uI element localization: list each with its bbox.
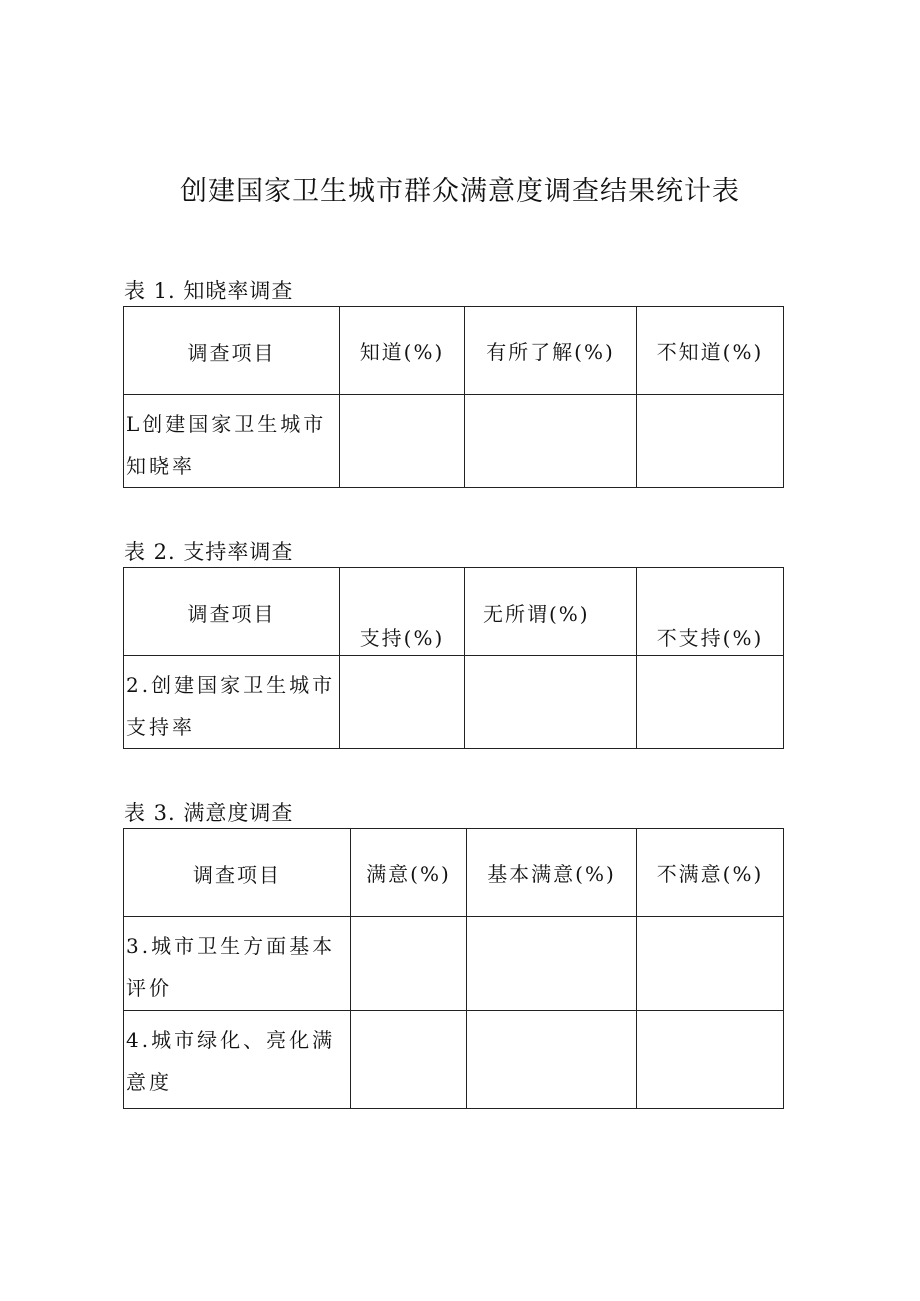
table-row — [124, 395, 784, 488]
header-dont-know: 不知道(%) — [637, 307, 784, 395]
header-not-support: 不支持(%) — [637, 568, 784, 656]
table-1-awareness — [123, 306, 784, 488]
value-cell[interactable] — [465, 656, 637, 749]
value-cell[interactable] — [351, 1011, 467, 1109]
value-cell[interactable] — [637, 917, 784, 1011]
table-3-satisfaction — [123, 828, 784, 1109]
header-survey-item: 调查项目 — [124, 829, 351, 917]
table-1-header-row — [124, 307, 784, 395]
row-item-label: L创建国家卫生城市知晓率 — [124, 395, 340, 488]
table-2-header-row — [124, 568, 784, 656]
header-basically-satisfied: 基本满意(%) — [467, 829, 637, 917]
row-item-label: 2.创建国家卫生城市支持率 — [124, 656, 340, 749]
table-row — [124, 917, 784, 1011]
header-somewhat-know: 有所了解(%) — [465, 307, 637, 395]
value-cell[interactable] — [351, 917, 467, 1011]
table-row — [124, 656, 784, 749]
row-item-label: 3.城市卫生方面基本评价 — [124, 917, 351, 1011]
header-support: 支持(%) — [340, 568, 465, 656]
header-survey-item: 调查项目 — [124, 568, 340, 656]
value-cell[interactable] — [637, 395, 784, 488]
header-survey-item: 调查项目 — [124, 307, 340, 395]
table-3-caption: 表 3. 满意度调查 — [124, 801, 294, 825]
header-not-satisfied: 不满意(%) — [637, 829, 784, 917]
header-satisfied: 满意(%) — [351, 829, 467, 917]
value-cell[interactable] — [467, 1011, 637, 1109]
value-cell[interactable] — [637, 656, 784, 749]
value-cell[interactable] — [467, 917, 637, 1011]
table-2-caption: 表 2. 支持率调查 — [124, 540, 294, 564]
table-2-support — [123, 567, 784, 749]
value-cell[interactable] — [637, 1011, 784, 1109]
document-title: 创建国家卫生城市群众满意度调查结果统计表 — [180, 176, 740, 207]
header-know: 知道(%) — [340, 307, 465, 395]
table-1-caption: 表 1. 知晓率调查 — [124, 279, 294, 303]
table-3-header-row — [124, 829, 784, 917]
value-cell[interactable] — [340, 395, 465, 488]
value-cell[interactable] — [340, 656, 465, 749]
value-cell[interactable] — [465, 395, 637, 488]
table-row — [124, 1011, 784, 1109]
row-item-label: 4.城市绿化、亮化满意度 — [124, 1011, 351, 1109]
header-indifferent: 无所谓(%) — [465, 568, 637, 656]
